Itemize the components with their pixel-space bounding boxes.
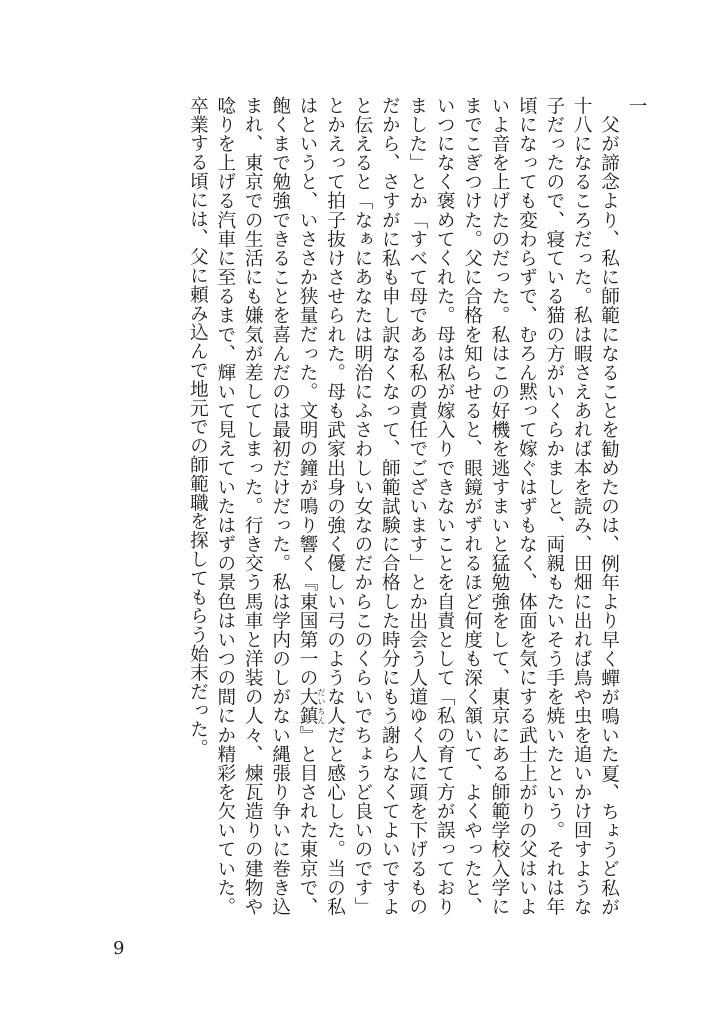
- paragraph-text-pre: 父が諦念より、私に師範になることを勧めたのは、例年より早く蟬が鳴いた夏、ちょうど私が十八になるころだった。私は暇さえあれば本を読み、田畑に出れば鳥や虫を追いかけ回すような子だったので、寝ている猫の方がいくらかましと、両親もたいそう手を焼いたという。それは年頃になっても変わらずで、むろん黙って嫁ぐはずもなく、体面を気にする武士上がりの父はいよいよ音を上げたのだった。私はこの好機を逃すまいと猛勉強をして、東京にある師範学校入学にまでこぎつけた。父に合格を知らせると、眼鏡がずれるほど何度も深く頷いて、よくやったと、いつになく褒めてくれた。母は私が嫁入りできないことを自責として「私の育て方が誤っておりました」とか「すべて母である私の責任でございます」とか出会う人道ゆく人に頭を下げるものだから、さすがに私も申し訳なくなって、師範試験に合格した時分にもう謝らなくてよいですよと伝えると「なぁにあなたは明治にふさわしい女なのだからこのくらいでちょうど良いのです」とかえって拍子抜けさせられた。母も武家出身の強く優しい弓のような人だと感心した。当の私はというと、いささか狭量だった。文明の鐘が鳴り響く『東国第一の: [297, 96, 620, 916]
- paragraph-text-post: 』と目された東京で、飽くまで勉強できることを喜んだのは最初だけだった。私は学内のしがない縄張り争いに巻き込まれ、東京での生活にも嫌気が差してしまった。行き交う馬車と洋装の人々、煉瓦造りの建物や唸りを上げる汽車に至るまで、輝いて見えていたはずの景色はいつの間にか精彩を欠いていた。卒業する頃には、父に頼み込んで地元での師範職を探してもらう始末だった。: [187, 96, 319, 916]
- body-paragraph: [184, 96, 623, 916]
- chapter-number: 一: [626, 96, 647, 115]
- ruby-base-text: 大鎮: [297, 687, 319, 726]
- vertical-text-block: [184, 96, 650, 916]
- ruby-reading-text: だいちん: [317, 687, 327, 726]
- ruby-annotation: [297, 687, 327, 726]
- page-number: 9: [113, 938, 125, 959]
